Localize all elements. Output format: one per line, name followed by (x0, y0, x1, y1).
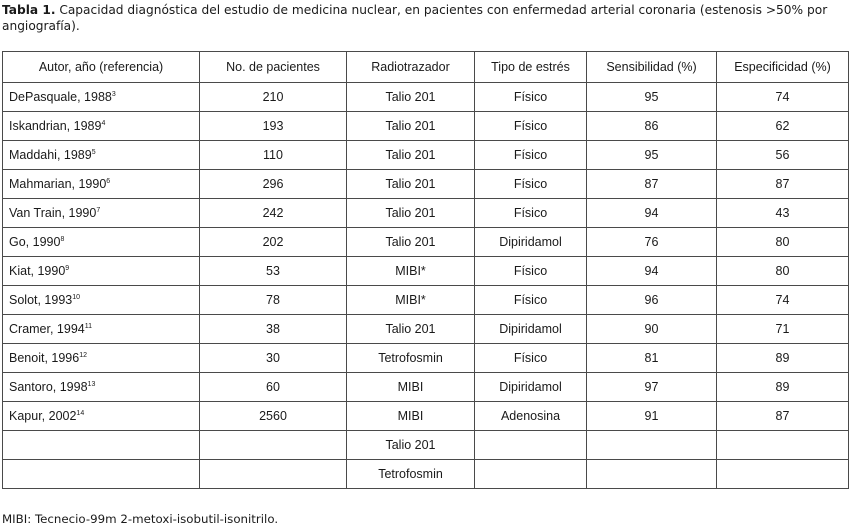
cell-patients (200, 344, 347, 373)
cell-patients-text: 210 (262, 90, 284, 104)
cell-stress-text: Físico (513, 148, 548, 162)
cell-tracer (347, 402, 475, 431)
cell-specificity-text: 89 (775, 351, 790, 365)
cell-specificity-text: 74 (775, 90, 790, 104)
cell-stress (475, 112, 587, 141)
reference-number: 10 (72, 294, 81, 301)
cell-specificity-text: 71 (775, 322, 790, 336)
cell-author (3, 402, 200, 431)
cell-patients (200, 141, 347, 170)
cell-stress (475, 431, 587, 460)
cell-author (3, 257, 200, 286)
cell-tracer-text: Talio 201 (385, 438, 436, 452)
cell-patients-text: 60 (266, 380, 280, 394)
reference-number: 13 (87, 381, 96, 388)
cell-sensitivity-text: 95 (644, 90, 659, 104)
table-row (3, 315, 849, 344)
cell-sensitivity-text: 91 (644, 409, 659, 423)
cell-stress (475, 460, 587, 489)
table-row (3, 257, 849, 286)
reference-number: 7 (96, 207, 101, 214)
cell-author (3, 315, 200, 344)
cell-stress (475, 170, 587, 199)
cell-sensitivity-text: 90 (644, 322, 659, 336)
diagnostic-capacity-table (2, 51, 849, 489)
header-patients: No. de pacientes (200, 52, 347, 83)
cell-stress-text: Físico (513, 119, 548, 133)
cell-specificity-text: 89 (775, 380, 790, 394)
cell-stress (475, 228, 587, 257)
table-footnote: MIBI: Tecnecio-99m 2-metoxi-isobutil-isonitrilo. (2, 512, 279, 526)
cell-patients-text: 53 (266, 264, 280, 278)
cell-patients (200, 460, 347, 489)
header-tracer: Radiotrazador (347, 52, 475, 83)
cell-author (3, 112, 200, 141)
cell-patients-text: 296 (262, 177, 284, 191)
cell-sensitivity-text: 81 (644, 351, 659, 365)
cell-sensitivity (587, 431, 717, 460)
cell-author-text: Go, 1990 (9, 235, 61, 249)
cell-author-text: Maddahi, 1989 (9, 148, 92, 162)
table-row (3, 170, 849, 199)
cell-patients (200, 402, 347, 431)
cell-author-text: Kiat, 1990 (9, 264, 66, 278)
cell-patients-text: 202 (262, 235, 284, 249)
table-row (3, 431, 849, 460)
cell-sensitivity-text: 97 (644, 380, 659, 394)
cell-sensitivity (587, 286, 717, 315)
header-specificity: Especificidad (%) (717, 52, 849, 83)
cell-sensitivity-text: 96 (644, 293, 659, 307)
cell-author (3, 286, 200, 315)
cell-sensitivity-text: 86 (644, 119, 659, 133)
cell-author (3, 373, 200, 402)
cell-stress-text: Dipiridamol (499, 380, 562, 394)
cell-stress (475, 315, 587, 344)
cell-sensitivity (587, 460, 717, 489)
cell-tracer (347, 199, 475, 228)
cell-specificity-text: 74 (775, 293, 790, 307)
cell-author-text: Van Train, 1990 (9, 206, 97, 220)
cell-stress-text: Físico (513, 351, 548, 365)
reference-number: 6 (106, 178, 111, 185)
table-caption (2, 2, 848, 34)
cell-tracer (347, 315, 475, 344)
cell-patients (200, 315, 347, 344)
cell-tracer-text: MIBI* (395, 293, 426, 307)
cell-tracer-text: Talio 201 (385, 206, 436, 220)
cell-stress (475, 344, 587, 373)
cell-author (3, 431, 200, 460)
cell-specificity (717, 315, 849, 344)
cell-sensitivity (587, 315, 717, 344)
cell-patients (200, 228, 347, 257)
cell-specificity (717, 141, 849, 170)
cell-tracer-text: Talio 201 (385, 90, 436, 104)
table-header-row (3, 52, 849, 83)
cell-patients (200, 373, 347, 402)
cell-specificity-text: 87 (775, 409, 790, 423)
cell-specificity (717, 402, 849, 431)
cell-tracer-text: Talio 201 (385, 235, 436, 249)
cell-author (3, 344, 200, 373)
cell-sensitivity (587, 228, 717, 257)
cell-specificity-text: 43 (775, 206, 790, 220)
cell-patients (200, 112, 347, 141)
cell-specificity (717, 199, 849, 228)
caption-text: Capacidad diagnóstica del estudio de medicina nuclear, en pacientes con enfermedad arterial coronaria (estenosis >50% por angiografía). (2, 3, 828, 33)
cell-tracer (347, 344, 475, 373)
cell-sensitivity (587, 112, 717, 141)
reference-number: 4 (101, 120, 106, 127)
reference-number: 3 (111, 91, 116, 98)
table-row (3, 199, 849, 228)
cell-stress-text: Físico (513, 177, 548, 191)
cell-stress-text: Físico (513, 264, 548, 278)
cell-tracer-text: Tetrofosmin (378, 351, 443, 365)
cell-patients (200, 286, 347, 315)
cell-patients-text: 2560 (259, 409, 287, 423)
cell-specificity (717, 112, 849, 141)
cell-tracer (347, 373, 475, 402)
table-row (3, 373, 849, 402)
cell-stress-text: Dipiridamol (499, 235, 562, 249)
cell-specificity (717, 257, 849, 286)
table-row (3, 141, 849, 170)
cell-stress-text: Dipiridamol (499, 322, 562, 336)
cell-author (3, 199, 200, 228)
cell-specificity-text: 80 (775, 235, 790, 249)
table-row (3, 460, 849, 489)
reference-number: 8 (60, 236, 65, 243)
cell-sensitivity (587, 344, 717, 373)
header-sensitivity: Sensibilidad (%) (587, 52, 717, 83)
reference-number: 14 (76, 410, 85, 417)
reference-number: 9 (65, 265, 70, 272)
cell-specificity-text: 80 (775, 264, 790, 278)
table-row (3, 402, 849, 431)
cell-patients (200, 257, 347, 286)
cell-tracer-text: MIBI* (395, 264, 426, 278)
cell-sensitivity (587, 141, 717, 170)
cell-author-text: Mahmarian, 1990 (9, 177, 107, 191)
cell-stress (475, 286, 587, 315)
cell-specificity (717, 286, 849, 315)
cell-patients (200, 170, 347, 199)
cell-tracer (347, 83, 475, 112)
table-row (3, 286, 849, 315)
cell-stress (475, 199, 587, 228)
cell-tracer-text: MIBI (397, 380, 424, 394)
cell-author (3, 141, 200, 170)
table-row (3, 112, 849, 141)
cell-sensitivity (587, 199, 717, 228)
cell-tracer-text: Tetrofosmin (378, 467, 443, 481)
cell-stress (475, 373, 587, 402)
cell-tracer (347, 431, 475, 460)
cell-tracer-text: MIBI (397, 409, 424, 423)
table-row (3, 344, 849, 373)
cell-patients-text: 78 (266, 293, 280, 307)
cell-stress (475, 257, 587, 286)
cell-tracer (347, 460, 475, 489)
cell-specificity (717, 431, 849, 460)
cell-patients-text: 242 (262, 206, 284, 220)
cell-sensitivity (587, 373, 717, 402)
cell-author (3, 83, 200, 112)
cell-specificity (717, 373, 849, 402)
cell-stress-text: Físico (513, 293, 548, 307)
cell-patients-text: 110 (263, 148, 283, 162)
cell-sensitivity-text: 94 (644, 264, 659, 278)
reference-number: 11 (84, 323, 93, 330)
cell-specificity (717, 83, 849, 112)
cell-specificity (717, 228, 849, 257)
cell-specificity (717, 460, 849, 489)
table-row (3, 228, 849, 257)
cell-stress-text: Físico (513, 90, 548, 104)
cell-specificity-text: 56 (775, 148, 790, 162)
cell-tracer (347, 112, 475, 141)
cell-author (3, 460, 200, 489)
cell-sensitivity-text: 76 (644, 235, 659, 249)
cell-author-text: Iskandrian, 1989 (9, 119, 102, 133)
cell-tracer (347, 257, 475, 286)
cell-sensitivity-text: 94 (644, 206, 659, 220)
cell-stress (475, 83, 587, 112)
cell-tracer-text: Talio 201 (385, 322, 436, 336)
cell-tracer-text: Talio 201 (385, 119, 436, 133)
cell-author-text: Kapur, 2002 (9, 409, 77, 423)
cell-patients-text: 193 (262, 119, 284, 133)
cell-specificity-text: 62 (775, 119, 790, 133)
cell-stress-text: Adenosina (500, 409, 561, 423)
reference-number: 5 (91, 149, 96, 156)
cell-tracer (347, 141, 475, 170)
header-author: Autor, año (referencia) (3, 52, 200, 83)
cell-tracer (347, 228, 475, 257)
cell-author-text: Santoro, 1998 (9, 380, 88, 394)
cell-specificity (717, 344, 849, 373)
cell-author-text: Benoit, 1996 (9, 351, 80, 365)
cell-stress (475, 402, 587, 431)
cell-stress (475, 141, 587, 170)
cell-tracer (347, 170, 475, 199)
cell-patients (200, 83, 347, 112)
cell-sensitivity-text: 95 (644, 148, 659, 162)
caption-label: Tabla 1. (2, 3, 56, 17)
table-row (3, 83, 849, 112)
cell-patients (200, 431, 347, 460)
cell-patients-text: 30 (266, 351, 280, 365)
cell-sensitivity (587, 83, 717, 112)
cell-author-text: DePasquale, 1988 (9, 90, 112, 104)
cell-stress-text: Físico (513, 206, 548, 220)
cell-tracer-text: Talio 201 (385, 148, 436, 162)
cell-patients-text: 38 (266, 322, 280, 336)
cell-author-text: Cramer, 1994 (9, 322, 85, 336)
cell-author (3, 228, 200, 257)
header-stress: Tipo de estrés (475, 52, 587, 83)
cell-specificity-text: 87 (775, 177, 790, 191)
cell-author-text: Solot, 1993 (9, 293, 73, 307)
table-body (3, 83, 849, 489)
cell-sensitivity (587, 170, 717, 199)
cell-author (3, 170, 200, 199)
reference-number: 12 (79, 352, 87, 359)
cell-specificity (717, 170, 849, 199)
cell-sensitivity (587, 257, 717, 286)
cell-sensitivity (587, 402, 717, 431)
cell-tracer (347, 286, 475, 315)
cell-tracer-text: Talio 201 (385, 177, 436, 191)
cell-sensitivity-text: 87 (644, 177, 659, 191)
cell-patients (200, 199, 347, 228)
